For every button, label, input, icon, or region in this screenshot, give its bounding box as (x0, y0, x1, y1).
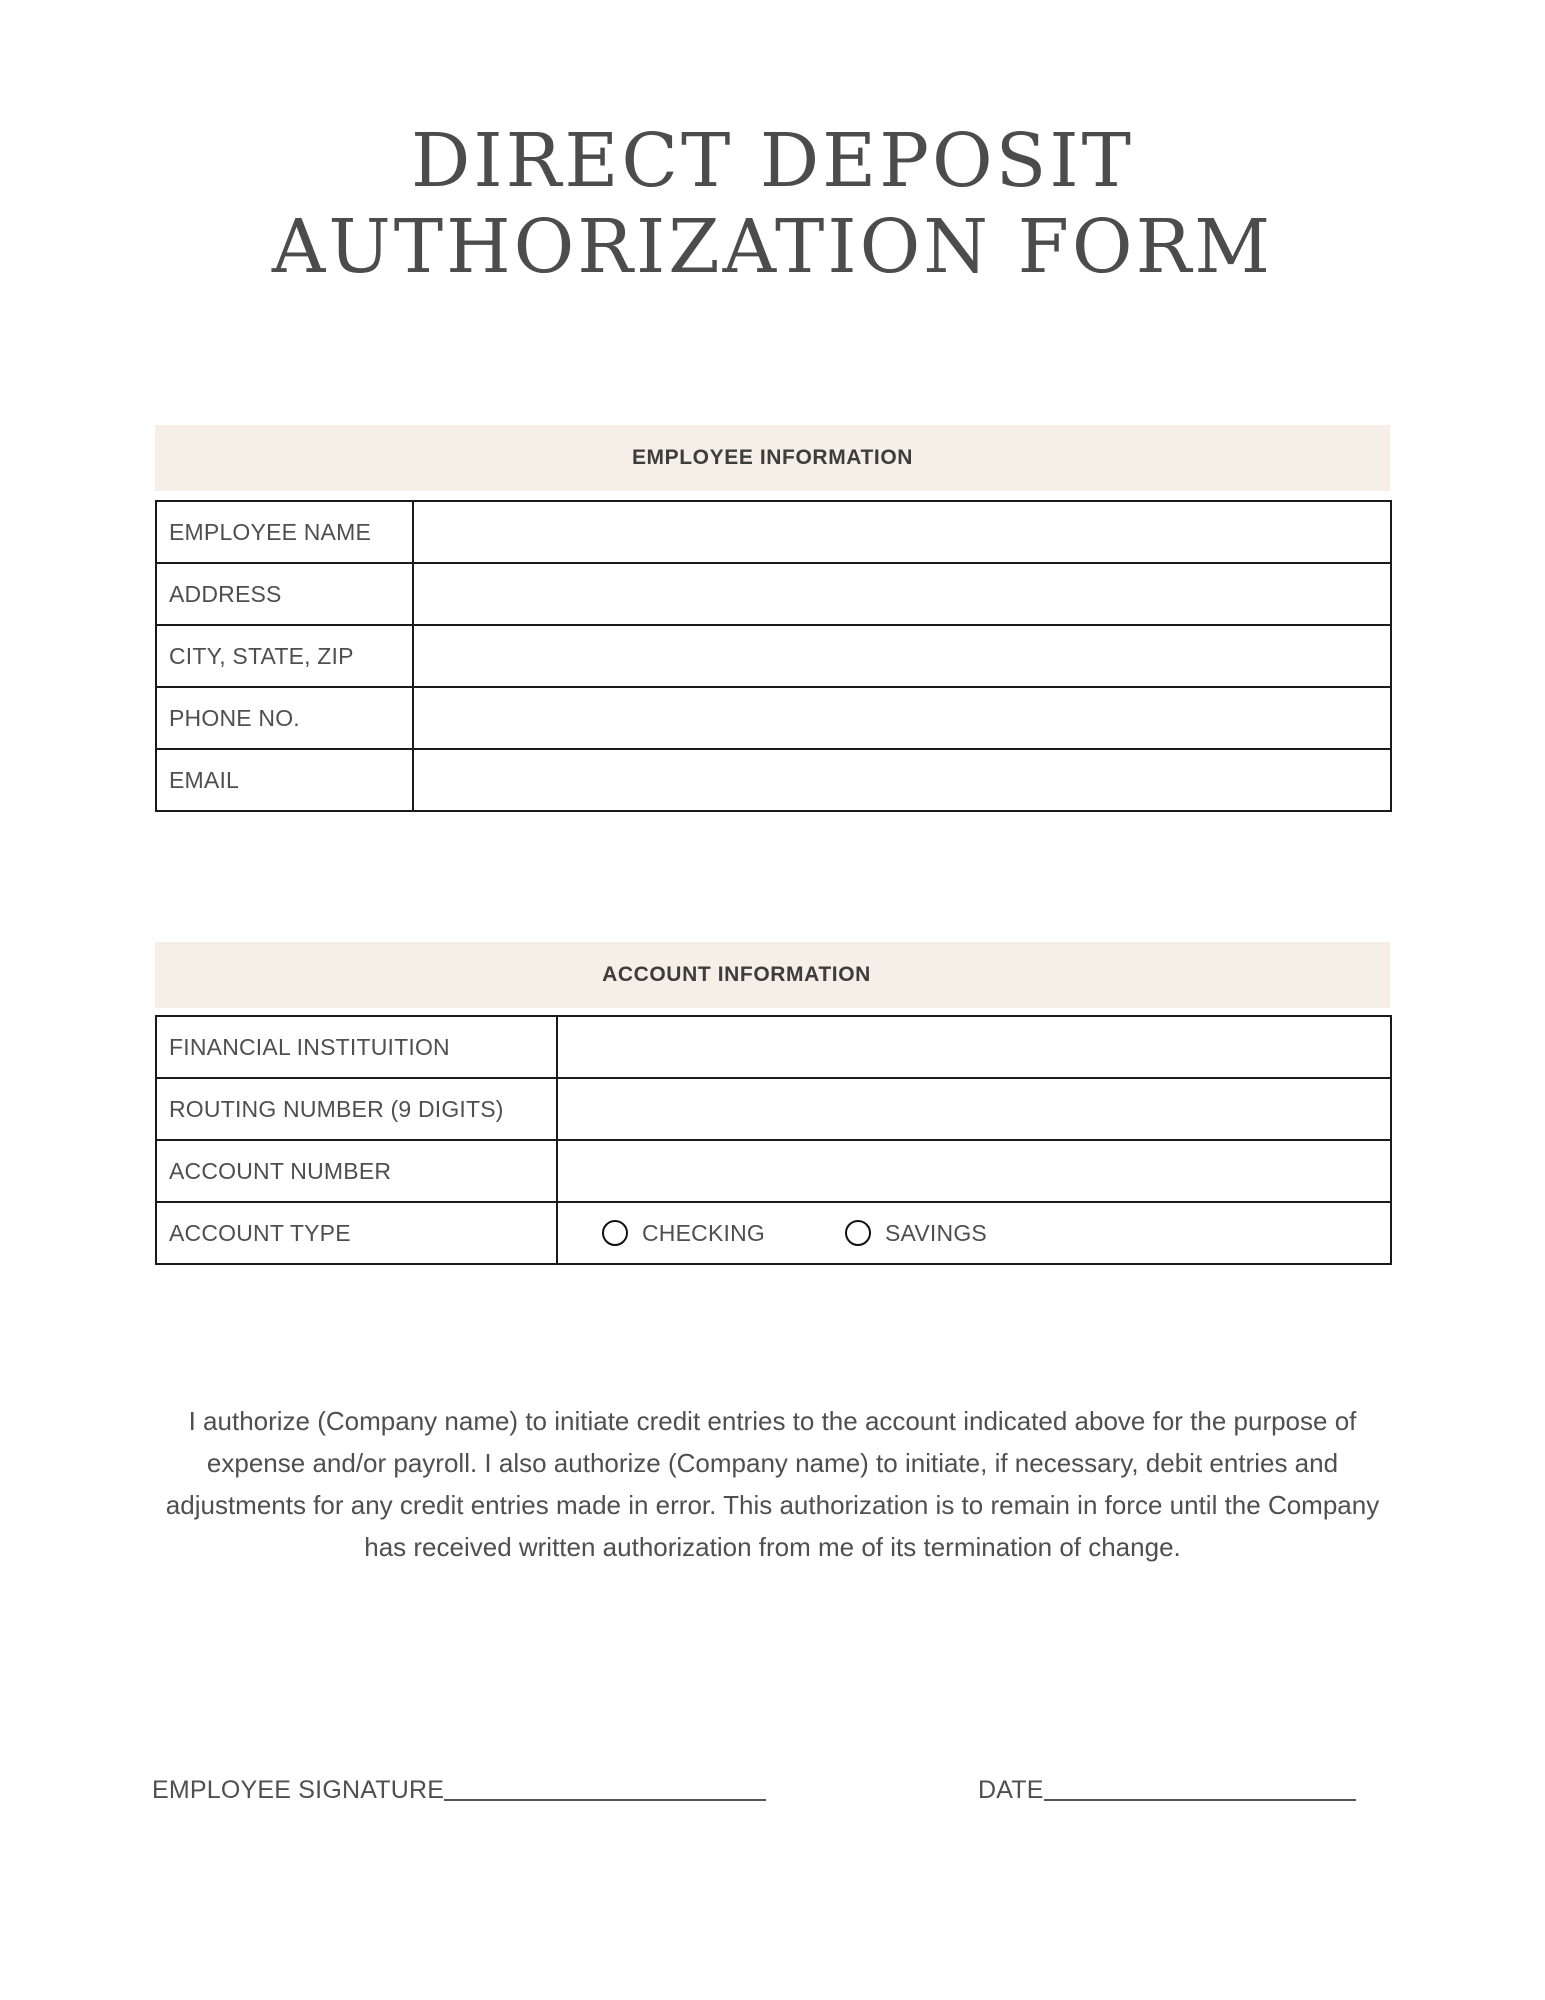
signature-row (0, 1775, 1545, 1835)
row-label-routing-number: ROUTING NUMBER (9 DIGITS) (156, 1078, 557, 1140)
row-label-financial-institution: FINANCIAL INSTITUITION (156, 1016, 557, 1078)
row-label-account-type: ACCOUNT TYPE (156, 1202, 557, 1264)
radio-circle-icon[interactable] (602, 1220, 628, 1246)
radio-label-savings: SAVINGS (885, 1219, 987, 1246)
table-row (156, 749, 1391, 811)
radio-circle-icon[interactable] (845, 1220, 871, 1246)
title-line-1: DIRECT DEPOSIT (411, 118, 1134, 204)
table-row (156, 501, 1391, 563)
row-label-address: ADDRESS (156, 563, 413, 625)
employee-signature-group (152, 1775, 766, 1805)
section-header-employee-information (155, 425, 1390, 491)
date-group (978, 1775, 1356, 1805)
date-label: DATE (978, 1776, 1044, 1804)
table-row (156, 1140, 1391, 1202)
input-routing-number[interactable] (557, 1078, 1391, 1140)
table-row (156, 1078, 1391, 1140)
table-row (156, 687, 1391, 749)
row-label-phone-no: PHONE NO. (156, 687, 413, 749)
section-header-label: ACCOUNT INFORMATION (602, 963, 871, 986)
account-type-options (557, 1202, 1391, 1264)
input-city-state-zip[interactable] (413, 625, 1391, 687)
input-financial-institution[interactable] (557, 1016, 1391, 1078)
table-row (156, 563, 1391, 625)
employee-signature-label: EMPLOYEE SIGNATURE (152, 1776, 445, 1804)
row-label-employee-name: EMPLOYEE NAME (156, 501, 413, 563)
table-row (156, 625, 1391, 687)
radio-option-checking[interactable] (602, 1220, 765, 1247)
account-information-table (155, 1015, 1392, 1265)
table-row (156, 1016, 1391, 1078)
row-label-email: EMAIL (156, 749, 413, 811)
title-line-2: AUTHORIZATION FORM (271, 204, 1274, 290)
input-email[interactable] (413, 749, 1391, 811)
input-account-number[interactable] (557, 1140, 1391, 1202)
date-line[interactable] (1044, 1799, 1356, 1801)
input-address[interactable] (413, 563, 1391, 625)
row-label-city-state-zip: CITY, STATE, ZIP (156, 625, 413, 687)
authorization-paragraph: I authorize (Company name) to initiate credit entries to the account indicated above for the purpose of expense and/or payroll. I also authorize (Company name) to initiate, if necessary, debit entries and adjustments for any credit entries made in error. This authorization is to remain in force until the Company has received written authorization from me of its termination of change. (165, 1406, 1380, 1562)
radio-label-checking: CHECKING (642, 1219, 766, 1246)
radio-option-savings[interactable] (845, 1220, 987, 1247)
section-header-label: EMPLOYEE INFORMATION (631, 446, 914, 469)
input-phone-no[interactable] (413, 687, 1391, 749)
employee-signature-line[interactable] (444, 1799, 766, 1801)
table-row (156, 1202, 1391, 1264)
section-header-account-information (155, 942, 1390, 1008)
page-title (0, 118, 1545, 290)
input-employee-name[interactable] (413, 501, 1391, 563)
row-label-account-number: ACCOUNT NUMBER (156, 1140, 557, 1202)
employee-information-table (155, 500, 1392, 812)
